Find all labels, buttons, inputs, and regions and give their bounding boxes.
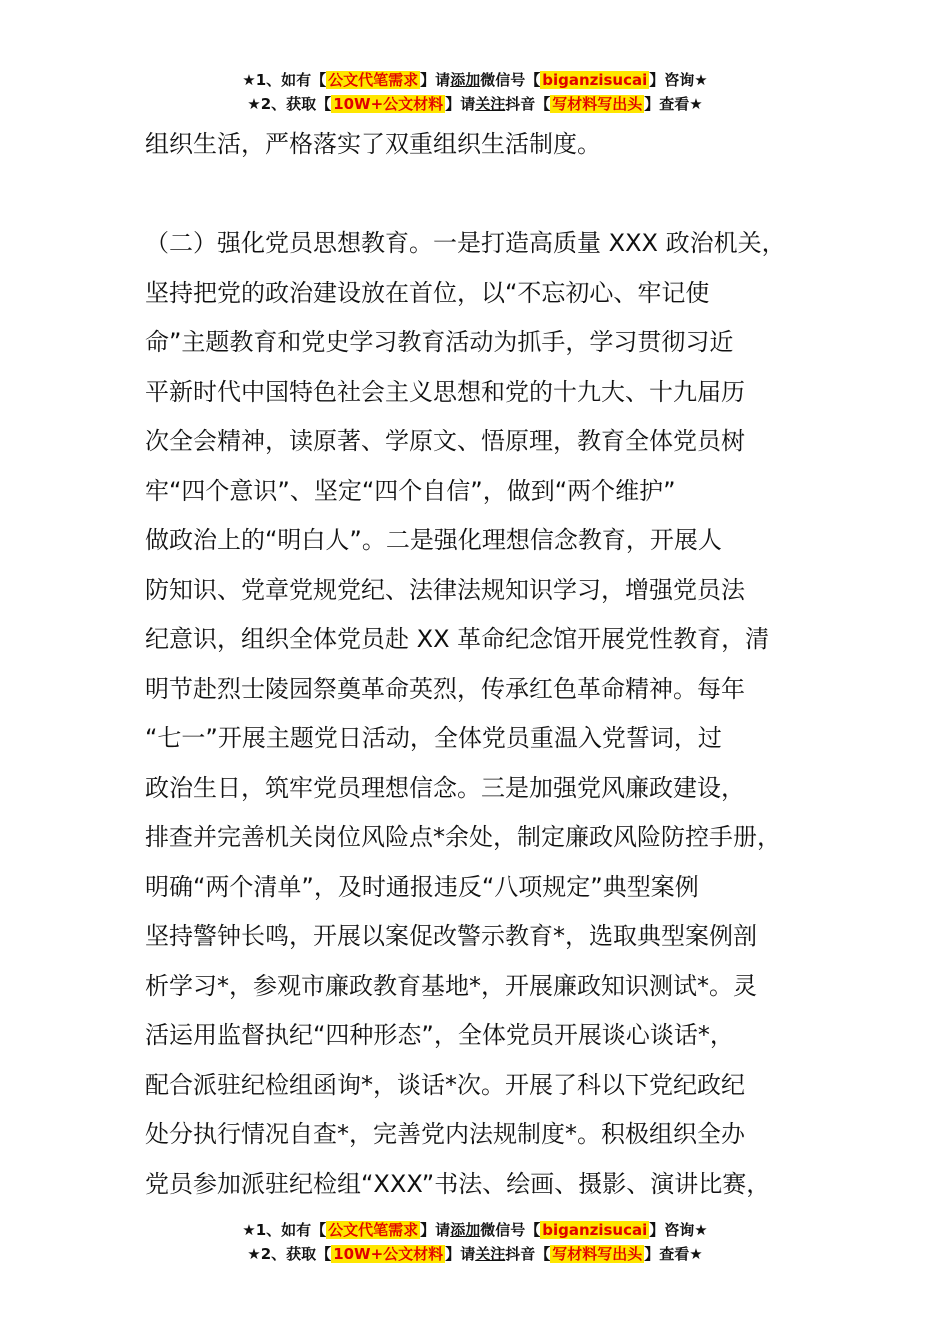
promo-text: 】查看★ xyxy=(644,95,703,113)
paragraph-line: 防知识、党章党规党纪、法律法规知识学习，增强党员法 xyxy=(145,575,745,604)
promo-text: 】查看★ xyxy=(644,1245,703,1263)
promo-text: ★1、如有【 xyxy=(242,71,327,89)
promo-line-1 xyxy=(0,68,950,92)
promo-underlined-text: 添加 xyxy=(450,1221,481,1239)
promo-banner-top xyxy=(0,68,950,116)
promo-text: 】咨询★ xyxy=(649,71,708,89)
promo-line-1 xyxy=(0,1218,950,1242)
paragraph-line: 处分执行情况自查*，完善党内法规制度*。积极组织全办 xyxy=(145,1120,745,1148)
promo-text: 】请 xyxy=(420,71,451,89)
promo-highlight: biganzisucai xyxy=(542,1221,648,1239)
promo-text: 抖音【 xyxy=(505,1245,551,1263)
promo-highlight: 写材料写出头 xyxy=(552,95,643,113)
paragraph-line: 明节赴烈士陵园祭奠革命英烈，传承红色革命精神。每年 xyxy=(145,674,745,703)
paragraph-line: 做政治上的“明白人”。二是强化理想信念教育，开展人 xyxy=(145,526,722,554)
promo-text: ★2、获取【 xyxy=(247,95,332,113)
body-paragraph xyxy=(145,219,845,1209)
promo-highlight: 10W+公文材料 xyxy=(333,1245,444,1263)
promo-text: 】咨询★ xyxy=(649,1221,708,1239)
promo-highlight: biganzisucai xyxy=(542,71,648,89)
paragraph-line: （二）强化党员思想教育。一是打造高质量 XXX 政治机关， xyxy=(145,229,786,257)
promo-highlight: 写材料写出头 xyxy=(552,1245,643,1263)
paragraph-line: 排查并完善机关岗位风险点*余处，制定廉政风险防控手册， xyxy=(145,823,781,851)
promo-text: 】请 xyxy=(420,1221,451,1239)
promo-text: 微信号【 xyxy=(480,1221,541,1239)
paragraph-line: 牢“四个意识”、坚定“四个自信”，做到“两个维护” xyxy=(145,476,676,505)
promo-highlight: 公文代笔需求 xyxy=(328,71,419,89)
promo-line-2 xyxy=(0,92,950,116)
paragraph-line: 党员参加派驻纪检组“XXX”书法、绘画、摄影、演讲比赛， xyxy=(145,1169,771,1198)
promo-underlined-text: 关注 xyxy=(475,1245,506,1263)
promo-highlight: 10W+公文材料 xyxy=(333,95,444,113)
paragraph-line: 次全会精神，读原著、学原文、悟原理，教育全体党员树 xyxy=(145,427,745,455)
promo-text: 】请 xyxy=(445,1245,476,1263)
paragraph-line: 命”主题教育和党史学习教育活动为抓手，学习贯彻习近 xyxy=(145,328,734,356)
paragraph-line: 活运用监督执纪“四种形态”，全体党员开展谈心谈话*， xyxy=(145,1021,734,1049)
paragraph-line: 坚持把党的政治建设放在首位，以“不忘初心、牢记使 xyxy=(145,278,710,307)
promo-text: 抖音【 xyxy=(505,95,551,113)
paragraph-line: 平新时代中国特色社会主义思想和党的十九大、十九届历 xyxy=(145,377,745,406)
promo-text: ★1、如有【 xyxy=(242,1221,327,1239)
promo-underlined-text: 添加 xyxy=(450,71,481,89)
paragraph-line: “七一”开展主题党日活动，全体党员重温入党誓词，过 xyxy=(145,724,722,752)
paragraph-line: 明确“两个清单”，及时通报违反“八项规定”典型案例 xyxy=(145,872,699,901)
paragraph-line: 坚持警钟长鸣，开展以案促改警示教育*，选取典型案例剖 xyxy=(145,922,757,950)
paragraph-line: 纪意识，组织全体党员赴 XX 革命纪念馆开展党性教育，清 xyxy=(145,625,770,653)
promo-underlined-text: 关注 xyxy=(475,95,506,113)
lead-line: 组织生活，严格落实了双重组织生活制度。 xyxy=(145,130,601,158)
paragraph-line: 析学习*，参观市廉政教育基地*，开展廉政知识测试*。灵 xyxy=(145,971,757,1000)
promo-text: 微信号【 xyxy=(480,71,541,89)
promo-highlight: 公文代笔需求 xyxy=(328,1221,419,1239)
promo-text: 】请 xyxy=(445,95,476,113)
paragraph-line: 配合派驻纪检组函询*，谈话*次。开展了科以下党纪政纪 xyxy=(145,1070,745,1099)
promo-line-2 xyxy=(0,1242,950,1266)
promo-text: ★2、获取【 xyxy=(247,1245,332,1263)
paragraph-line: 政治生日，筑牢党员理想信念。三是加强党风廉政建设， xyxy=(145,773,745,802)
promo-banner-bottom xyxy=(0,1218,950,1266)
